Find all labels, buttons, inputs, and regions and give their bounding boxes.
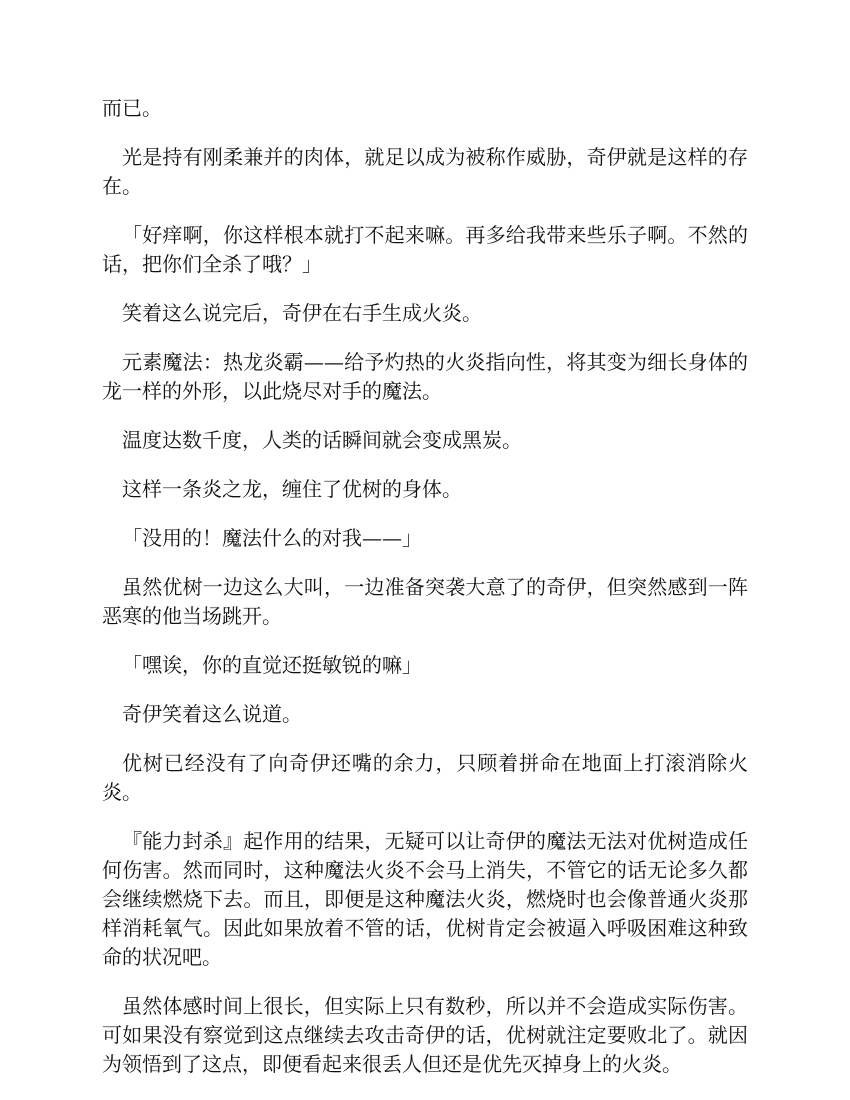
paragraph: 元素魔法：热龙炎霸——给予灼热的火炎指向性，将其变为细长身体的龙一样的外形，以此烧尽对手的魔法。 [102,350,748,403]
paragraph: 虽然体感时间上很长，但实际上只有数秒，所以并不会造成实际伤害。可如果没有察觉到这点继续去攻击奇伊的话，优树就注定要败北了。就因为领悟到了这点，即便看起来很丢人但还是优先灭掉身上的火炎。 [102,994,748,1076]
paragraph: 虽然优树一边这么大叫，一边准备突袭大意了的奇伊，但突然感到一阵恶寒的他当场跳开。 [102,575,748,628]
paragraph: 『能力封杀』起作用的结果，无疑可以让奇伊的魔法无法对优树造成任何伤害。然而同时，这种魔法火炎不会马上消失，不管它的话无论多久都会继续燃烧下去。而且，即便是这种魔法火炎，燃烧时也会像普通火炎那样消耗氧气。因此如果放着不管的话，优树肯定会被逼入呼吸困难这种致命的状况吧。 [102,829,748,969]
paragraph: 优树已经没有了向奇伊还嘴的余力，只顾着拼命在地面上打滚消除火炎。 [102,751,748,804]
document-body [102,94,748,1099]
paragraph: 奇伊笑着这么说道。 [122,702,302,726]
dialogue-paragraph: 「没用的！魔法什么的对我——」 [122,526,422,550]
paragraph: 笑着这么说完后，奇伊在右手生成火炎。 [122,301,482,325]
paragraph: 光是持有刚柔兼并的肉体，就足以成为被称作威胁，奇伊就是这样的存在。 [102,145,748,198]
paragraph: 温度达数千度，人类的话瞬间就会变成黑炭。 [122,428,522,452]
paragraph: 这样一条炎之龙，缠住了优树的身体。 [122,477,462,501]
dialogue-paragraph: 「好痒啊，你这样根本就打不起来嘛。再多给我带来些乐子啊。不然的话，把你们全杀了哦？」 [102,223,748,276]
dialogue-paragraph: 「嘿诶，你的直觉还挺敏锐的嘛」 [122,653,422,677]
paragraph-continuation: 而已。 [102,96,162,120]
